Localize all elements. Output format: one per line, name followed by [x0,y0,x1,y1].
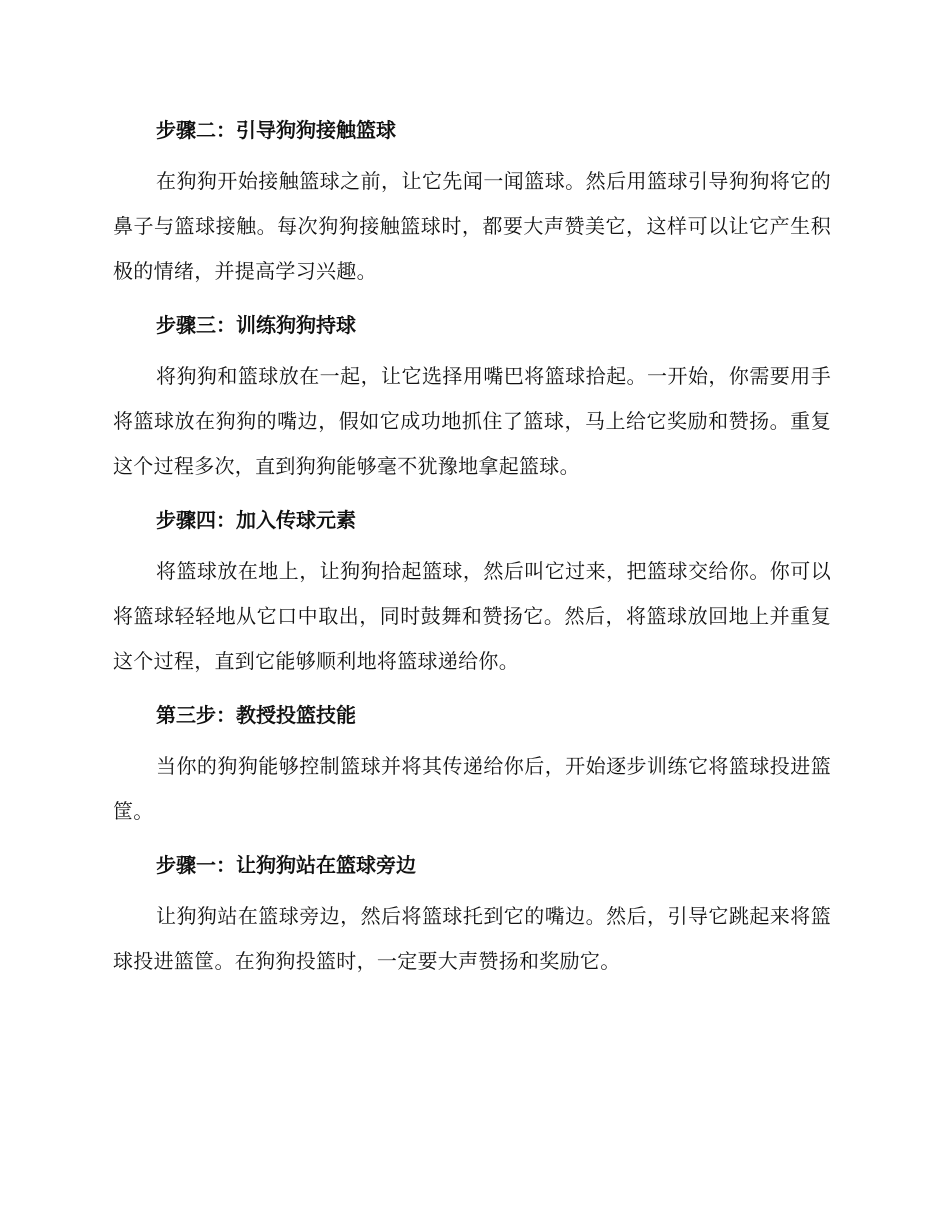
section-heading: 步骤二：引导狗狗接触篮球 [156,118,396,142]
section-paragraph: 将狗狗和篮球放在一起，让它选择用嘴巴将篮球拾起。一开始，你需要用手将篮球放在狗狗的嘴边，假如它成功地抓住了篮球，马上给它奖励和赞扬。重复这个过程多次，直到狗狗能够毫不犹豫地拿起篮球。 [113,364,831,478]
section-step-three [113,308,831,489]
section-paragraph: 在狗狗开始接触篮球之前，让它先闻一闻篮球。然后用篮球引导狗狗将它的鼻子与篮球接触。每次狗狗接触篮球时，都要大声赞美它，这样可以让它产生积极的情绪，并提高学习兴趣。 [113,169,831,283]
section-heading: 步骤三：训练狗狗持球 [156,313,356,337]
document-body [113,113,831,998]
section-step-one [113,848,831,984]
section-heading: 步骤四：加入传球元素 [156,508,356,532]
section-part-three [113,698,831,834]
section-paragraph: 让狗狗站在篮球旁边，然后将篮球托到它的嘴边。然后，引导它跳起来将篮球投进篮筐。在狗狗投篮时，一定要大声赞扬和奖励它。 [113,904,831,973]
section-heading: 第三步：教授投篮技能 [156,703,356,727]
section-paragraph: 当你的狗狗能够控制篮球并将其传递给你后，开始逐步训练它将篮球投进篮筐。 [113,754,831,823]
section-heading: 步骤一：让狗狗站在篮球旁边 [156,853,416,877]
section-paragraph: 将篮球放在地上，让狗狗拾起篮球，然后叫它过来，把篮球交给你。你可以将篮球轻轻地从它口中取出，同时鼓舞和赞扬它。然后，将篮球放回地上并重复这个过程，直到它能够顺利地将篮球递给你。 [113,559,831,673]
section-step-two [113,113,831,294]
section-step-four [113,503,831,684]
